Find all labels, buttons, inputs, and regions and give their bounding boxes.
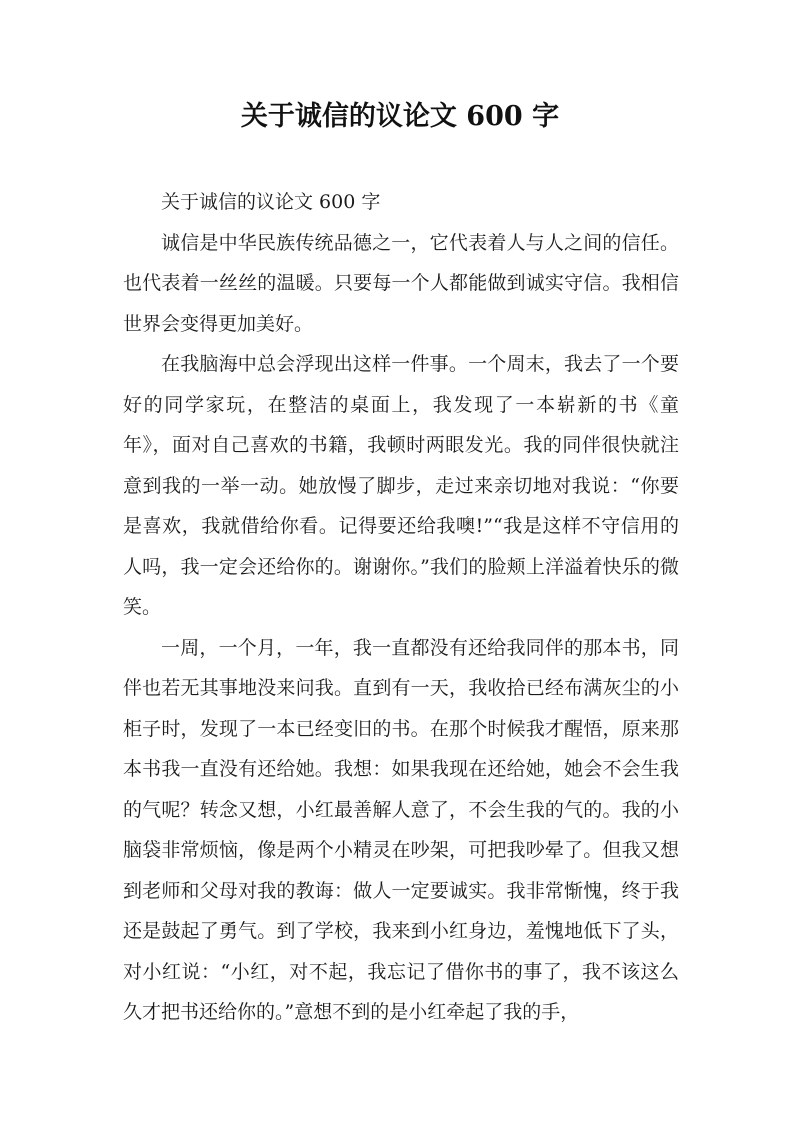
- document-title: 关于诚信的议论文 600 字: [240, 101, 560, 132]
- paragraph-return-book: 一周，一个月，一年，我一直都没有还给我同伴的那本书，同伴也若无其事地没来问我。直到有一天，我收拾已经布满灰尘的小柜子时，发现了一本已经变旧的书。在那个时候我才醒悟，原来那本书我一直没有还给她。我想：如果我现在还给她，她会不会生我的气呢？转念又想，小红最善解人意了，不会生我的气的。我的小脑袋非常烦恼，像是两个小精灵在吵架，可把我吵晕了。但我又想到老师和父母对我的教诲：做人一定要诚实。我非常惭愧，终于我还是鼓起了勇气。到了学校，我来到小红身边，羞愧地低下了头，对小红说：“小红，对不起，我忘记了借你书的事了，我不该这么久才把书还给你的。”意想不到的是小红牵起了我的手，: [123, 636, 679, 1023]
- paragraph-memory: 在我脑海中总会浮现出这样一件事。一个周末，我去了一个要好的同学家玩，在整洁的桌面上，我发现了一本崭新的书《童年》，面对自己喜欢的书籍，我顿时两眼发光。我的同伴很快就注意到我的一举一动。她放慢了脚步，走过来亲切地对我说：“你要是喜欢，我就借给你看。记得要还给我噢!”“我是这样不守信用的人吗，我一定会还给你的。谢谢你。”我们的脸颊上洋溢着快乐的微笑。: [123, 353, 679, 618]
- paragraph-heading-repeat: 关于诚信的议论文 600 字: [161, 191, 381, 213]
- paragraph-intro: 诚信是中华民族传统品德之一，它代表着人与人之间的信任。也代表着一丝丝的温暖。只要每一个人都能做到诚实守信。我相信世界会变得更加美好。: [123, 231, 679, 335]
- document-body: [123, 182, 679, 1033]
